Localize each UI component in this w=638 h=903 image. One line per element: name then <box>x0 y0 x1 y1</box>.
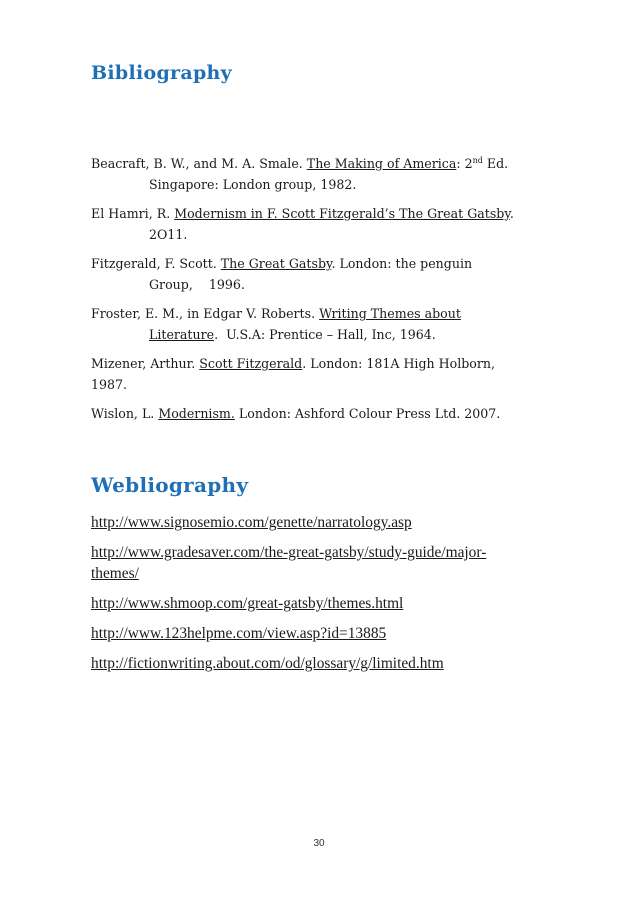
bibliography-entry <box>91 353 601 395</box>
bibliography-entry <box>91 203 601 245</box>
bibliography-heading: Bibliography <box>91 62 233 84</box>
entry-detail: Ed. <box>482 156 509 171</box>
webliography-item <box>91 512 611 533</box>
web-link-text: http://www.shmoop.com/great-gatsby/themes.html <box>91 595 404 612</box>
entry-author: Fitzgerald, F. Scott. <box>91 256 221 271</box>
entry-detail: London: Ashford Colour Press Ltd. 2007. <box>234 406 501 421</box>
entry-continuation: Group, 1996. <box>149 277 245 292</box>
webliography-item <box>91 623 611 644</box>
webliography-item <box>91 653 611 674</box>
entry-continuation: 1987. <box>91 377 128 392</box>
entry-superscript: nd <box>472 156 483 165</box>
entry-detail: . <box>509 206 514 221</box>
entry-detail: . U.S.A: Prentice – Hall, Inc, 1964. <box>214 327 436 342</box>
web-link[interactable] <box>91 514 412 531</box>
web-link[interactable] <box>91 544 611 584</box>
entry-author: Beacraft, B. W., and M. A. Smale. <box>91 156 307 171</box>
web-link[interactable] <box>91 595 403 612</box>
entry-title-continued: Literature <box>149 327 215 342</box>
bibliography-entry <box>91 303 601 345</box>
entry-detail: . London: the penguin <box>331 256 473 271</box>
entry-author: Wislon, L. <box>91 406 159 421</box>
entry-title: The Great Gatsby <box>220 256 332 271</box>
entry-detail: : 2 <box>456 156 473 171</box>
entry-title: Scott Fitzgerald <box>199 356 303 371</box>
entry-title: Writing Themes about <box>319 306 461 321</box>
entry-author: Froster, E. M., in Edgar V. Roberts. <box>91 306 320 321</box>
bibliography-entry <box>91 153 601 195</box>
bibliography-list <box>91 153 601 432</box>
web-link[interactable] <box>91 625 386 642</box>
entry-title: The Making of America <box>306 156 457 171</box>
bibliography-entry <box>91 403 601 424</box>
entry-author: El Hamri, R. <box>91 206 175 221</box>
entry-detail: . London: 181A High Holborn, <box>302 356 496 371</box>
entry-continuation: 2O11. <box>149 227 188 242</box>
webliography-list <box>91 512 611 683</box>
bibliography-entry <box>91 253 601 295</box>
web-link-text: http://www.gradesaver.com/the-great-gatsby/study-guide/major- <box>91 544 487 561</box>
page-number: 30 <box>313 838 325 849</box>
web-link-text: http://fictionwriting.about.com/od/glossary/g/limited.htm <box>91 655 444 672</box>
web-link-text: http://www.123helpme.com/view.asp?id=13885 <box>91 625 387 642</box>
web-link[interactable] <box>91 655 444 672</box>
entry-title: Modernism in F. Scott Fitzgerald’s The Great Gatsby <box>174 206 510 221</box>
entry-author: Mizener, Arthur. <box>91 356 200 371</box>
entry-continuation: Singapore: London group, 1982. <box>149 177 357 192</box>
web-link-text: http://www.signosemio.com/genette/narratology.asp <box>91 514 412 531</box>
webliography-item <box>91 593 611 614</box>
webliography-item <box>91 542 611 584</box>
web-link-text-continued: themes/ <box>91 565 139 582</box>
webliography-heading: Webliography <box>91 473 249 497</box>
entry-title: Modernism. <box>158 406 235 421</box>
